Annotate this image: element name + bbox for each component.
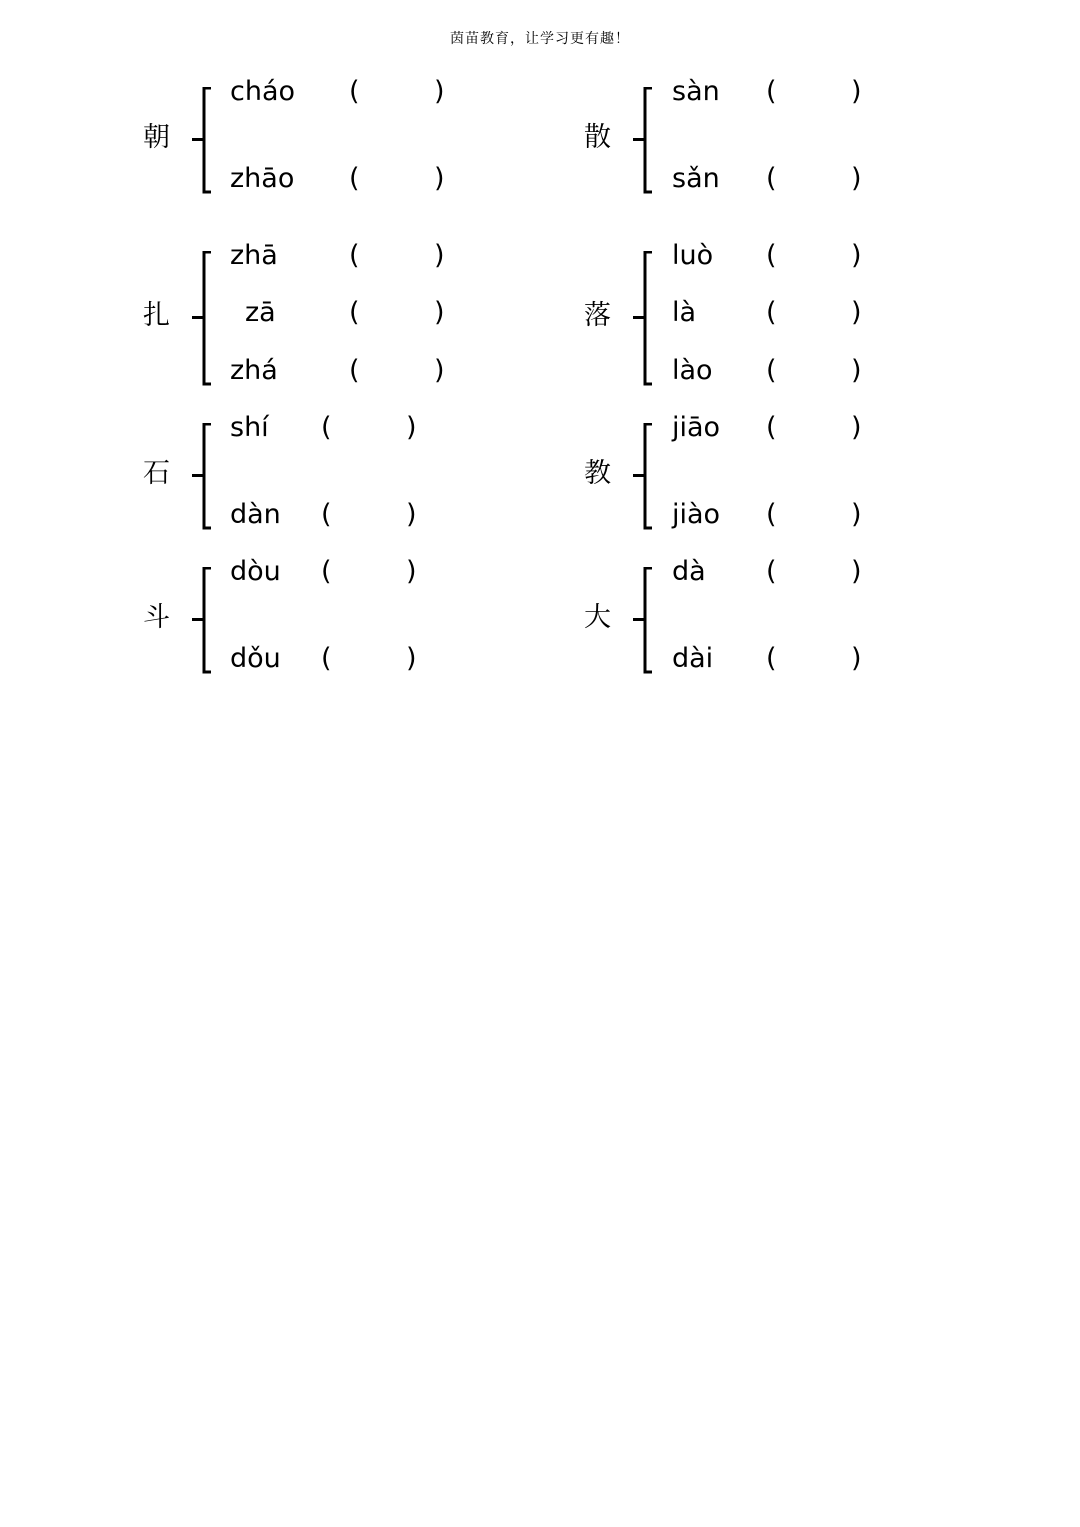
curly-bracket [191, 87, 215, 194]
pinyin-reading: dài [672, 643, 714, 674]
pinyin-reading: zhāo [230, 163, 295, 194]
answer-open-paren: ( [349, 355, 360, 386]
reading-row [230, 295, 454, 331]
answer-open-paren: ( [766, 297, 777, 328]
curly-bracket [632, 567, 656, 674]
answer-open-paren: ( [766, 355, 777, 386]
answer-close-paren: ) [434, 355, 445, 386]
answer-open-paren: ( [321, 412, 332, 443]
pinyin-reading: cháo [230, 76, 296, 107]
reading-row [672, 353, 871, 389]
polyphone-character: 扎 [143, 299, 170, 331]
answer-close-paren: ) [851, 355, 862, 386]
answer-close-paren: ) [434, 240, 445, 271]
pinyin-reading: zhā [230, 240, 278, 271]
answer-open-paren: ( [766, 163, 777, 194]
curly-bracket [632, 87, 656, 194]
reading-row [672, 74, 871, 110]
answer-close-paren: ) [406, 556, 417, 587]
answer-open-paren: ( [766, 643, 777, 674]
answer-open-paren: ( [349, 163, 360, 194]
reading-row [230, 497, 426, 533]
answer-open-paren: ( [349, 240, 360, 271]
answer-close-paren: ) [406, 412, 417, 443]
pinyin-reading: jiāo [672, 412, 721, 443]
curly-bracket [632, 423, 656, 530]
polyphone-character: 大 [584, 601, 611, 633]
curly-bracket [632, 251, 656, 386]
reading-row [672, 238, 871, 274]
pinyin-reading: luò [672, 240, 714, 271]
pinyin-reading: zā [245, 297, 276, 328]
answer-open-paren: ( [321, 499, 332, 530]
polyphone-character: 落 [584, 299, 611, 331]
curly-bracket [191, 423, 215, 530]
polyphone-character: 朝 [143, 121, 170, 153]
reading-row [230, 410, 426, 446]
curly-bracket [191, 567, 215, 674]
answer-open-paren: ( [766, 499, 777, 530]
pinyin-reading: sǎn [672, 163, 720, 194]
answer-open-paren: ( [321, 643, 332, 674]
reading-row [230, 74, 454, 110]
reading-row [230, 238, 454, 274]
pinyin-reading: sàn [672, 76, 720, 107]
pinyin-reading: zhá [230, 355, 278, 386]
reading-row [672, 161, 871, 197]
reading-row [230, 554, 426, 590]
reading-row [672, 410, 871, 446]
reading-row [230, 161, 454, 197]
pinyin-reading: lào [672, 355, 713, 386]
pinyin-reading: dòu [230, 556, 281, 587]
answer-close-paren: ) [851, 163, 862, 194]
answer-open-paren: ( [349, 297, 360, 328]
answer-open-paren: ( [766, 556, 777, 587]
reading-row [230, 641, 426, 677]
reading-row [672, 497, 871, 533]
pinyin-reading: là [672, 297, 697, 328]
polyphone-character: 斗 [143, 601, 170, 633]
answer-open-paren: ( [349, 76, 360, 107]
reading-row [672, 641, 871, 677]
answer-close-paren: ) [434, 297, 445, 328]
answer-close-paren: ) [406, 499, 417, 530]
answer-close-paren: ) [851, 412, 862, 443]
answer-close-paren: ) [851, 297, 862, 328]
pinyin-reading: dǒu [230, 643, 281, 674]
answer-open-paren: ( [321, 556, 332, 587]
polyphone-character: 散 [584, 121, 611, 153]
answer-open-paren: ( [766, 240, 777, 271]
pinyin-reading: dà [672, 556, 706, 587]
answer-close-paren: ) [434, 76, 445, 107]
answer-close-paren: ) [851, 240, 862, 271]
pinyin-reading: shí [230, 412, 269, 443]
pinyin-reading: dàn [230, 499, 281, 530]
polyphone-character: 石 [143, 457, 170, 489]
pinyin-reading: jiào [672, 499, 721, 530]
polyphone-character: 教 [584, 457, 611, 489]
reading-row [230, 353, 454, 389]
reading-row [672, 295, 871, 331]
answer-close-paren: ) [851, 643, 862, 674]
answer-open-paren: ( [766, 412, 777, 443]
answer-close-paren: ) [434, 163, 445, 194]
answer-close-paren: ) [851, 76, 862, 107]
page-header: 茵苗教育，让学习更有趣！ [450, 31, 630, 47]
reading-row [672, 554, 871, 590]
answer-close-paren: ) [851, 556, 862, 587]
answer-open-paren: ( [766, 76, 777, 107]
answer-close-paren: ) [406, 643, 417, 674]
answer-close-paren: ) [851, 499, 862, 530]
curly-bracket [191, 251, 215, 386]
